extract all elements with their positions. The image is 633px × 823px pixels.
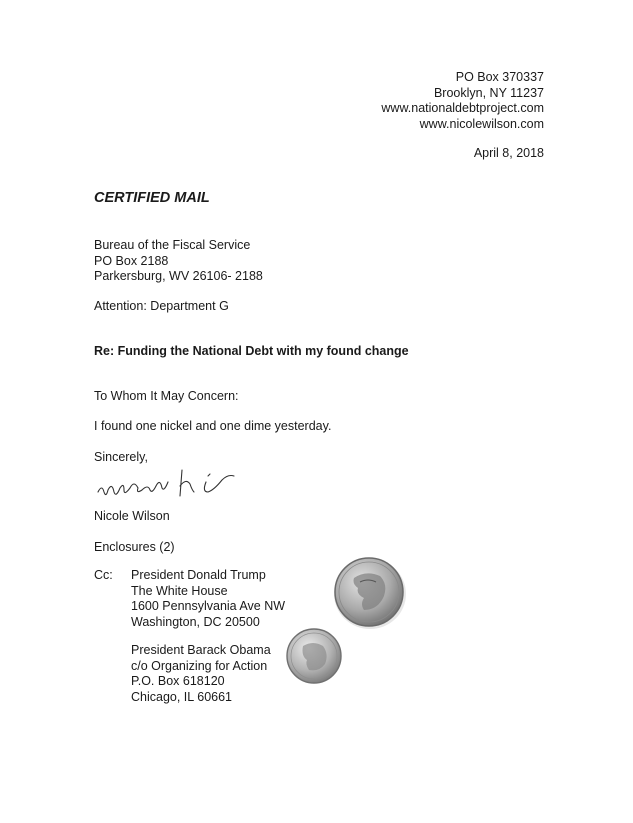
sender-website-1: www.nationaldebtproject.com xyxy=(381,101,544,115)
handwritten-signature xyxy=(94,462,254,506)
cc-line: Chicago, IL 60661 xyxy=(131,689,233,704)
dime-coin-image xyxy=(283,626,347,690)
closing: Sincerely, xyxy=(94,450,148,464)
recipient-name: Bureau of the Fiscal Service xyxy=(94,238,251,252)
signer-name: Nicole Wilson xyxy=(94,509,170,523)
sender-city: Brooklyn, NY 11237 xyxy=(433,85,544,100)
cc-line: Washington, DC 20500 xyxy=(131,614,260,629)
sender-website-2: www.nicolewilson.com xyxy=(419,116,544,131)
nickel-coin-image xyxy=(330,552,410,632)
recipient-address xyxy=(94,238,263,285)
letter-date: April 8, 2018 xyxy=(473,146,544,160)
cc-line: The White House xyxy=(131,583,228,598)
cc-recipient-obama xyxy=(131,643,271,705)
salutation: To Whom It May Concern: xyxy=(94,389,239,403)
cc-line: President Donald Trump xyxy=(131,568,266,582)
cc-line: 1600 Pennsylvania Ave NW xyxy=(131,599,286,613)
certified-mail-heading: CERTIFIED MAIL xyxy=(94,190,210,206)
recipient-po-box: PO Box 2188 xyxy=(94,253,169,268)
attention-line: Attention: Department G xyxy=(94,299,229,313)
letter-body: I found one nickel and one dime yesterday. xyxy=(94,419,332,433)
sender-po-box: PO Box 370337 xyxy=(455,70,544,84)
cc-line: c/o Organizing for Action xyxy=(131,658,268,673)
cc-line: President Barack Obama xyxy=(131,643,271,657)
sender-address xyxy=(381,70,544,132)
cc-line: P.O. Box 618120 xyxy=(131,674,225,688)
cc-recipient-trump xyxy=(131,568,285,630)
cc-label: Cc: xyxy=(94,568,113,582)
recipient-city: Parkersburg, WV 26106- 2188 xyxy=(94,269,263,283)
subject-line: Re: Funding the National Debt with my found change xyxy=(94,344,409,358)
enclosures-line: Enclosures (2) xyxy=(94,540,175,554)
